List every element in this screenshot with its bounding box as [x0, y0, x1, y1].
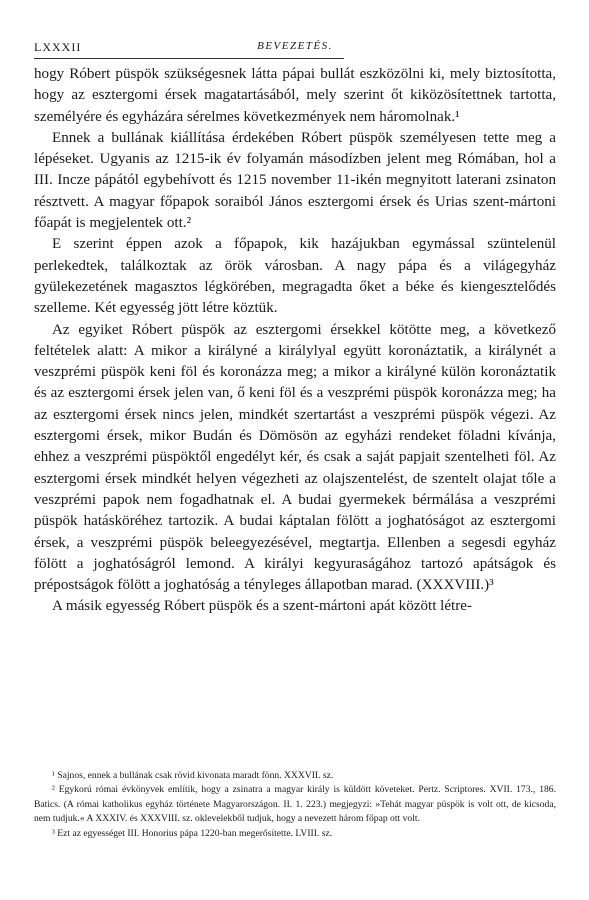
body-text [34, 64, 556, 618]
header-rule [34, 58, 344, 59]
paragraph-5: A másik egyesség Róbert püspök és a szent-mártoni apát között létre- [52, 598, 472, 615]
running-title: BEVEZETÉS. [257, 40, 333, 52]
footnote-1: ¹ Sajnos, ennek a bullának csak rövid kivonata maradt fönn. XXXVII. sz. [52, 770, 334, 781]
footnote-2: ² Egykorú római évkönyvek említik, hogy a zsinatra a magyar király is küldött követeket. Pertz. Scriptores. XVII. 173., 186. Batics. (A római katholikus egyház története Magyarországon. II. 1. 223.) megjegyzi: »Tehát magyar püspök is volt ott, de kicsoda, nem tudjuk.« A XXXIV. és XXXVIII. sz. oklevelekből tudjuk, hogy a nevezett három főpap ott volt. [34, 784, 556, 825]
paragraph-1: hogy Róbert püspök szükségesnek látta pápai bullát eszközölni ki, mely biztosította, hogy az esztergomi érsek magatartásából, mely szerint őt kiközösítettnek tartotta, személyére és egyházára sérelmes következmények nem háromolnak.¹ [34, 66, 556, 125]
paragraph-2: Ennek a bullának kiállítása érdekében Róbert püspök személyesen tette meg a lépéseket. Ugyanis az 1215-ik év folyamán másodízben jelent meg Rómában, hol a III. Incze pápától egybehívott és 1215 november 11-ikén megnyitott laterani zsinaton résztvett. A magyar főpapok soraiból János esztergomi érsek és Urias szent-mártoni főapát is megjelentek ott.² [34, 129, 556, 232]
paragraph-4: Az egyiket Róbert püspök az esztergomi érsekkel kötötte meg, a következő feltételek alatt: A mikor a királyné a királylyal együtt koronáztatik, a királynét a veszprémi püspök keni föl és koronázza meg; a mikor a királyné külön koronáztatik és az esztergomi érsek jelen van, ő keni föl és a veszprémi püspök koronázza meg; ha az esztergomi érsek nincs jelen, mindkét szertartást a veszprémi püspök végezi. Az esztergomi érsek, mikor Budán és Dömösön az egyházi rendeket föladni kívánja, ehhez a veszprémi püspöktől engedélyt kér, és csak a saját papjait szentelheti föl. Az esztergomi érsek mindkét helyen végezheti az olajszentelést, de szentelt olajat tőle a veszprémi papok nem fogadhatnak el. A budai gyermekek bérmálása a veszprémi püspök hatásköréhez tartozik. A budai káptalan fölött a joghatóságot az esztergomi érsek, a veszprémi püspök beleegyezésével, megtartja. Ellenben a segesdi egyház fölött a joghatóságról lemond. A királyi kegyuraságához tartozó apátságok és prépostságok fölött a joghatóság a tényleges állapotban marad. (XXXVIII.)³ [34, 321, 556, 594]
paragraph-3: E szerint éppen azok a főpapok, kik hazájukban egymással szüntelenül perlekedtek, találkoztak az örök városban. A nagy pápa és a világegyház gyülekezetének magasztos légkörében, megragadta őket a béke és kiengesztelődés szelleme. Két egyesség jött létre köztük. [34, 236, 556, 317]
page-number: LXXXII [34, 40, 82, 54]
footnote-3: ³ Ezt az egyességet III. Honorius pápa 1220-ban megerősítette. LVIII. sz. [52, 827, 333, 839]
footnotes [34, 769, 556, 841]
page-header [34, 40, 556, 58]
